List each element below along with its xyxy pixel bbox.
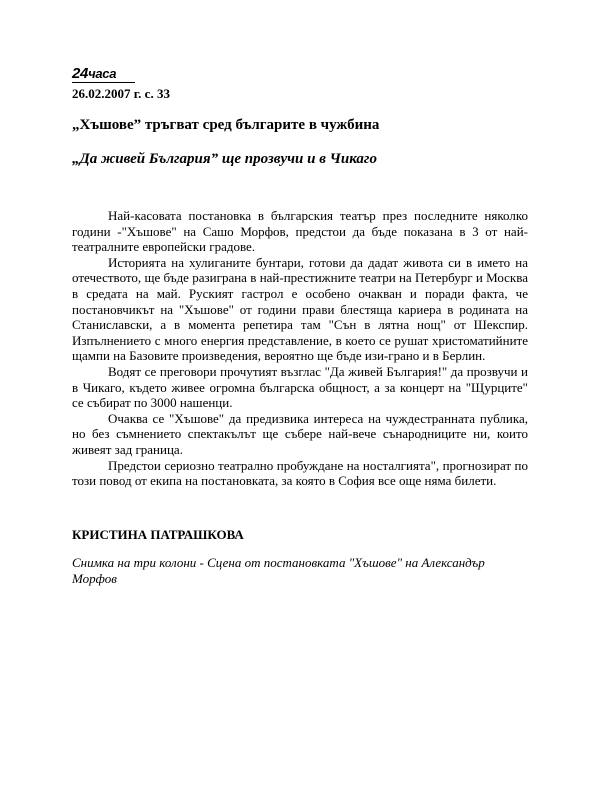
article-paragraph: Най-касовата постановка в българския театър през последните няколко години -"Хъшове" на Сашо Морфов, предстои да бъде показана в 3 от най-театралните европейски градове. xyxy=(72,208,528,255)
publication-date-page: 26.02.2007 г. с. 33 xyxy=(72,86,170,101)
logo-number: 24 xyxy=(72,65,89,82)
logo-underline xyxy=(72,82,135,83)
article-paragraph: Предстои сериозно театрално пробуждане на носталгията", прогнозират по този повод от екипа на постановката, за която в София все още няма билети. xyxy=(72,457,528,489)
article-paragraph: Водят се преговори прочутият възглас "Да живей България!" да прозвучи и в Чикаго, където живее огромна българска общност, а за концерт на "Щурците" се събират по 3000 нашенци. xyxy=(72,363,528,411)
article-paragraph: Очаква се "Хъшове" да предизвика интереса на чуждестранната публика, но без съмнението спектакълът ще събере най-вече сънародниците ни, които живеят зад граница. xyxy=(72,410,528,457)
article-author: КРИСТИНА ПАТРАШКОВА xyxy=(72,527,244,542)
article-subheadline: „Да живей България” ще прозвучи и в Чикаго xyxy=(72,151,377,167)
photo-caption: Снимка на три колони - Сцена от постановката "Хъшове" на Александър Морфов xyxy=(72,555,485,586)
article-headline: „Хъшове” тръгват сред българите в чужбина xyxy=(72,117,380,133)
logo-word: часа xyxy=(88,66,117,81)
article-paragraph: Историята на хулиганите бунтари, готови да дадат живота си в името на отечеството, ще бъде разиграна в най-престижните театри на Петербург и Москва в средата на май. Руският гастрол е особено очакван и поради факта, че постановчикът на "Хъшове" от години прави блестяща кариера в родината на Станиславски, а в момента репетира там "Сън в лятна нощ" от Шекспир. Изпълнението с много енергия представление, в което се рушат христоматийните щампи на Базовите произведения, вероятно ще бъде изи-грано и в Берлин. xyxy=(72,254,528,364)
article-body xyxy=(72,208,528,489)
publication-logo xyxy=(72,67,116,81)
